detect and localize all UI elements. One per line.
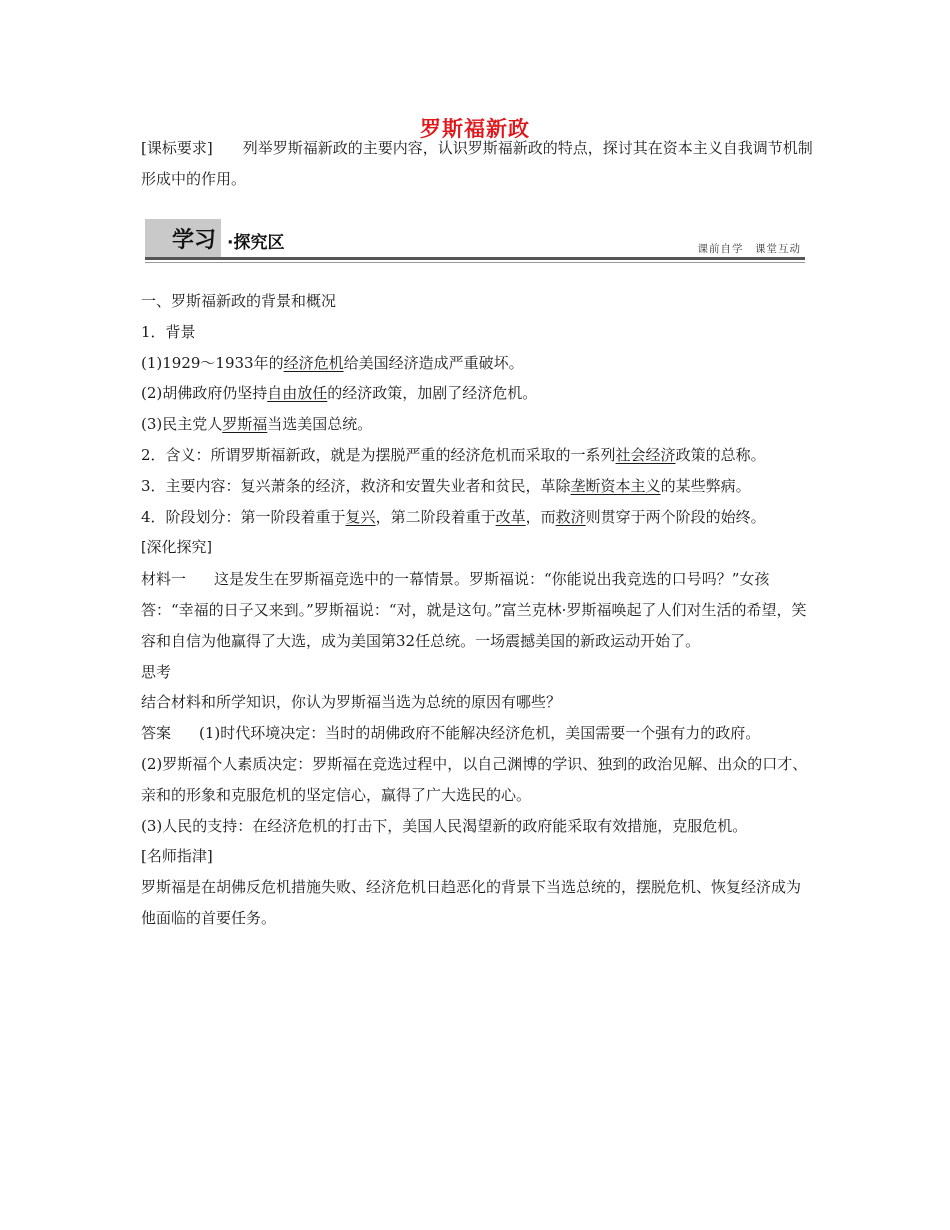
background-item-3 bbox=[141, 409, 813, 440]
requirement-text: 列举罗斯福新政的主要内容，认识罗斯福新政的特点，探讨其在资本主义自我调节机制形成中的作用。 bbox=[141, 139, 813, 188]
document-title: 罗斯福新政 bbox=[420, 116, 530, 141]
underlined-term: 经济危机 bbox=[283, 353, 344, 372]
banner-main-text: 学习 bbox=[172, 228, 217, 253]
banner-sub-text: ·探究区 bbox=[227, 233, 285, 253]
answer-text: (1)时代环境决定：当时的胡佛政府不能解决经济危机，美国需要一个强有力的政府。 bbox=[199, 724, 761, 743]
text-run: 3．主要内容：复兴萧条的经济，救济和安置失业者和贫民，革除 bbox=[141, 476, 571, 495]
text-run: 的经济政策，加剧了经济危机。 bbox=[327, 384, 538, 403]
right-bracket: ] bbox=[206, 540, 212, 557]
underlined-term: 改革 bbox=[495, 507, 526, 526]
answer-3: (3)人民的支持：在经济危机的打击下，美国人民渴望新的政府能采取有效措施，克服危机。 bbox=[141, 816, 748, 835]
text-run: (1)1929～1933年的 bbox=[141, 353, 284, 372]
background-item-2 bbox=[141, 378, 813, 409]
text-run: ，而 bbox=[525, 507, 556, 526]
stages-paragraph bbox=[141, 502, 813, 533]
answer-label: 答案 bbox=[141, 724, 172, 743]
material-label: 材料一 bbox=[141, 570, 187, 589]
underlined-term: 自由放任 bbox=[267, 384, 328, 403]
question-text: 结合材料和所学知识，你认为罗斯福当选为总统的原因有哪些？ bbox=[141, 693, 562, 712]
answer-1 bbox=[141, 718, 813, 749]
section-banner bbox=[145, 219, 805, 263]
section-heading: 一、罗斯福新政的背景和概况 bbox=[141, 292, 337, 310]
content-paragraph bbox=[141, 471, 813, 502]
banner-rule-thin bbox=[145, 262, 805, 263]
deep-inquiry-text: 深化探究 bbox=[146, 538, 207, 557]
requirement-label: [课标要求] bbox=[141, 139, 213, 157]
teacher-guide-label: [名师指津] bbox=[141, 847, 213, 866]
left-bracket: [ bbox=[141, 540, 147, 557]
definition-paragraph bbox=[141, 440, 813, 471]
answer-2: (2)罗斯福个人素质决定：罗斯福在竞选过程中，以自己渊博的学识、独到的政治见解、出众的口才、亲和的形象和克服危机的坚定信心，赢得了广大选民的心。 bbox=[141, 754, 808, 804]
document-body bbox=[141, 286, 813, 934]
text-run: 政策的总称。 bbox=[675, 445, 766, 464]
text-run: 的某些弊病。 bbox=[660, 476, 751, 495]
text-run: (3)民主党人 bbox=[141, 415, 223, 434]
material-paragraph bbox=[141, 564, 813, 656]
material-text: 这是发生在罗斯福竞选中的一幕情景。罗斯福说：“你能说出我竞选的口号吗？”女孩答：“幸福的日子又来到。”罗斯福说：“对，就是这句。”富兰克林·罗斯福唤起了人们对生活的希望，笑容和自信为他赢得了大选，成为美国第32任总统。一场震撼美国的新政运动开始了。 bbox=[141, 570, 807, 650]
think-label: 思考 bbox=[141, 662, 172, 681]
banner-rule-thick bbox=[145, 257, 805, 260]
teacher-guide-text: 罗斯福是在胡佛反危机措施失败、经济危机日趋恶化的背景下当选总统的，摆脱危机、恢复经济成为他面临的首要任务。 bbox=[141, 878, 802, 927]
underlined-term: 垄断资本主义 bbox=[570, 476, 661, 495]
deep-inquiry-label bbox=[141, 532, 813, 564]
underlined-term: 救济 bbox=[555, 507, 586, 526]
underlined-term: 社会经济 bbox=[615, 445, 676, 464]
text-run: (2)胡佛政府仍坚持 bbox=[141, 384, 268, 403]
underlined-term: 复兴 bbox=[345, 507, 376, 526]
text-run: 给美国经济造成严重破坏。 bbox=[343, 353, 524, 372]
curriculum-requirement bbox=[141, 133, 813, 195]
text-run: 则贯穿于两个阶段的始终。 bbox=[585, 507, 766, 526]
background-title: 1．背景 bbox=[141, 322, 196, 341]
text-run: 当选美国总统。 bbox=[267, 415, 373, 434]
background-item-1 bbox=[141, 348, 813, 379]
text-run: 2．含义：所谓罗斯福新政，就是为摆脱严重的经济危机而采取的一系列 bbox=[141, 445, 616, 464]
underlined-term: 罗斯福 bbox=[222, 415, 268, 434]
banner-right-text: 课前自学 课堂互动 bbox=[697, 243, 801, 255]
text-run: ，第二阶段着重于 bbox=[375, 507, 496, 526]
text-run: 4．阶段划分：第一阶段着重于 bbox=[141, 507, 346, 526]
